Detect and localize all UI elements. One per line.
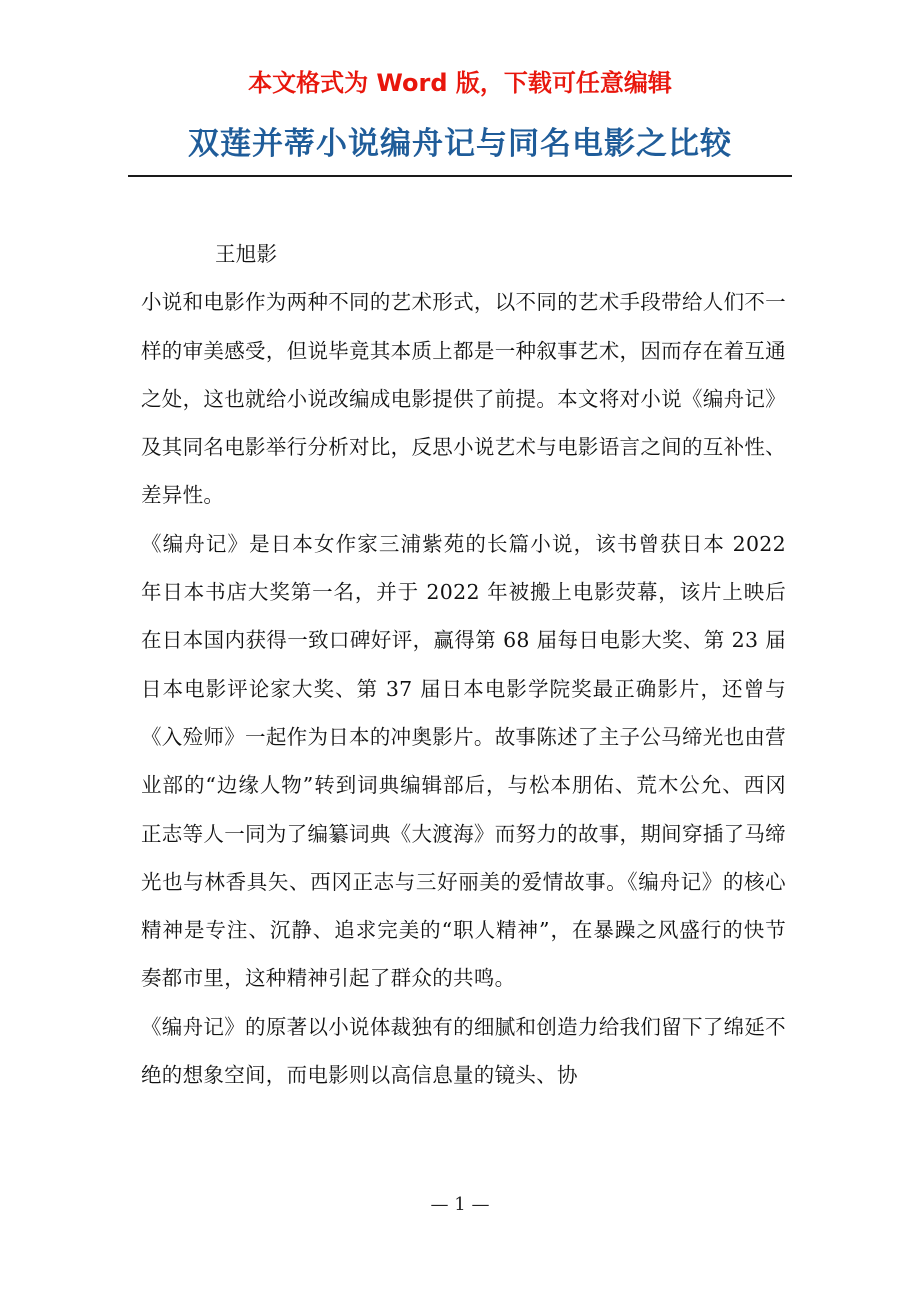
format-notice: 本文格式为 Word 版，下载可任意编辑	[248, 69, 672, 97]
title-divider	[128, 175, 792, 177]
author-name: 王旭影	[215, 242, 278, 266]
page-number: — 1 —	[430, 1194, 490, 1215]
paragraph-comparison: 《编舟记》的原著以小说体裁独有的细腻和创造力给我们留下了绵延不绝的想象空间，而电影则以高信息量的镜头、协	[141, 1014, 786, 1088]
paragraph-background: 《编舟记》是日本女作家三浦紫苑的长篇小说，该书曾获日本 2022 年日本书店大奖第一名，并于 2022 年被搬上电影荧幕，该片上映后在日本国内获得一致口碑好评，赢得第 68 届每日电影大奖、第 23 届日本电影评论家大奖、第 37 届日本电影学院奖最正确影片，还曾与《入殓师》一起作为日本的冲奥影片。故事陈述了主子公马缔光也由营业部的“边缘人物”转到词典编辑部后，与松本朋佑、荒木公允、西冈正志等人一同为了编纂词典《大渡海》而努力的故事，期间穿插了马缔光也与林香具矢、西冈正志与三好丽美的爱情故事。《编舟记》的核心精神是专注、沉静、追求完美的“职人精神”，在暴躁之风盛行的快节奏都市里，这种精神引起了群众的共鸣。	[141, 531, 786, 991]
document-title: 双莲并蒂小说编舟记与同名电影之比较	[188, 126, 732, 162]
paragraph-intro: 小说和电影作为两种不同的艺术形式，以不同的艺术手段带给人们不一样的审美感受，但说毕竟其本质上都是一种叙事艺术，因而存在着互通之处，这也就给小说改编成电影提供了前提。本文将对小说《编舟记》及其同名电影举行分析对比，反思小说艺术与电影语言之间的互补性、差异性。	[141, 290, 786, 508]
article-body	[141, 230, 786, 1099]
